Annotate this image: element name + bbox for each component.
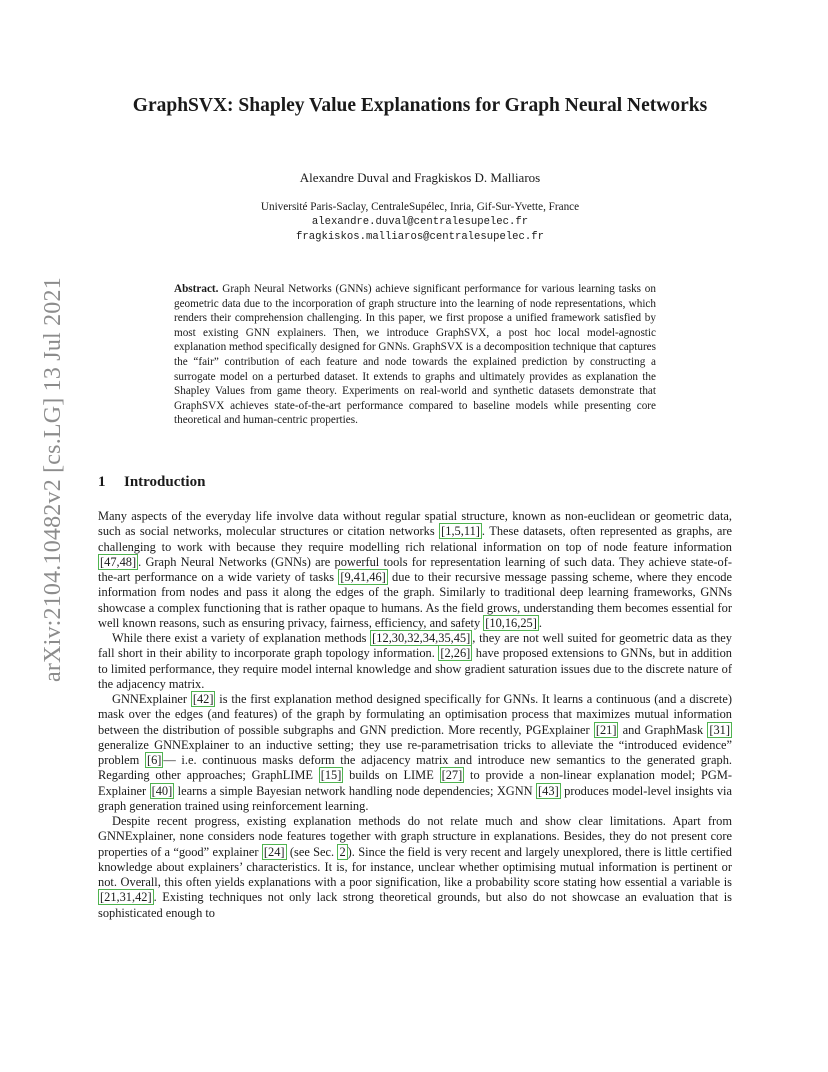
paragraph-text: . Existing techniques not only lack strong theoretical grounds, but also do not showcase an evaluation that is sophisticated enough to — [98, 890, 732, 920]
paragraph-text: Many aspects of the everyday life involve data without regular spatial structure, known as non-euclidean or geometric data, such as social networks, molecular structures or citation networks — [98, 509, 732, 539]
citation-link[interactable]: [42] — [192, 692, 214, 706]
citation-link[interactable]: [47,48] — [100, 554, 137, 569]
paragraph-text: generalize GNNExplainer to an inductive setting; they use re-parametrisation tricks to alleviate the “introduced evidence” problem — [98, 737, 732, 767]
paragraph-text: is the first explanation method designed specifically for GNNs. It learns a continuous (and a discrete) mask over the edges (and features) of the graph by formulating an optimisation process that maximizes mutual information between the distribution of possible subgraphs and GNN prediction. More recently, PGExplainer — [98, 692, 732, 737]
paragraph-text: builds on LIME — [343, 768, 440, 783]
citation-link[interactable]: [21,31,42] — [100, 890, 152, 905]
citation-link[interactable]: [6] — [146, 753, 162, 767]
paper-title: GraphSVX: Shapley Value Explanations for Graph Neural Networks — [132, 95, 708, 116]
citation-link[interactable]: [2,26] — [440, 646, 471, 661]
paragraph — [98, 692, 732, 814]
paragraph-text: GNNExplainer — [112, 692, 191, 706]
paragraph-text: . These datasets, often represented as graphs, are challenging to work with because they require modelling rich relational information on top of node feature information — [98, 524, 732, 554]
paragraph-text: and GraphMask — [618, 722, 708, 737]
email-address[interactable]: fragkiskos.malliaros@centralesupelec.fr — [296, 231, 544, 243]
citation-link[interactable]: [24] — [263, 844, 285, 859]
email-address[interactable]: alexandre.duval@centralesupelec.fr — [311, 216, 529, 228]
citation-link[interactable]: [9,41,46] — [340, 570, 386, 584]
paragraph — [98, 631, 732, 692]
section-title: Introduction — [124, 474, 206, 490]
abstract-label: Abstract. — [174, 283, 219, 295]
paragraph-text: While there exist a variety of explanation methods — [112, 631, 371, 645]
citation-link[interactable]: [43] — [538, 783, 559, 798]
section-heading — [98, 474, 205, 491]
paragraph-text: Despite recent progress, existing explanation methods do not relate much and show clear limitations. Apart from GNNExplainer, none considers node features together with graph structure in explanations. Besides, they do not present core properties of a “good” explainer — [98, 814, 732, 859]
citation-link[interactable]: [15] — [320, 768, 342, 783]
paragraph — [98, 814, 732, 921]
paragraph-text: — i.e. continuous masks deform the adjacency matrix and introduce new semantics to the generated graph. Regarding other approaches; GraphLIME — [98, 753, 733, 783]
section-number: 1 — [98, 474, 106, 490]
paragraph-text: due to their recursive message passing scheme, where they encode information from nodes and pass it along the edges of the graph. Similarly to traditional deep learning frameworks, GNNs showcase a complex functioning that is rather opaque to humans. As the field grows, understanding them becomes essential for well known reasons, such as ensuring privacy, fairness, efficiency, and safety — [98, 570, 732, 630]
citation-link[interactable]: [27] — [441, 768, 463, 783]
paragraph-text: to provide a non-linear explanation model; PGM-Explainer — [98, 768, 732, 798]
paragraph-text: , they are not well suited for geometric data as they fall short in their ability to incorporate graph topology information. — [98, 631, 733, 661]
abstract — [174, 282, 656, 428]
paragraph-text: ). Since the field is very recent and largely unexplored, there is little certified knowledge about explainers’ characteristics. It is, for instance, unclear whether optimising mutual information is pertinent or not. Overall, this often yields explanations with a poor signification, like a probability score stating how essential a variable is — [98, 844, 732, 889]
abstract-text: Graph Neural Networks (GNNs) achieve significant performance for various learning tasks on geometric data due to the incorporation of graph structure into the learning of node representations, which renders their comprehension challenging. In this paper, we first propose a unified framework satisfied by most existing GNN explainers. Then, we introduce GraphSVX, a post hoc local model-agnostic explanation method specifically designed for GNNs. GraphSVX is a decomposition technique that captures the “fair” contribution of each feature and node towards the explained prediction by constructing a surrogate model on a perturbed dataset. It extends to graphs and ultimately provides as explanation the Shapley Values from game theory. Experiments on real-world and synthetic datasets demonstrate that GraphSVX achieves state-of-the-art performance compared to baseline models while presenting core theoretical and human-centric properties. — [174, 283, 656, 427]
affiliation-block — [120, 200, 720, 245]
paragraph-text: learns a simple Bayesian network handling node dependencies; XGNN — [174, 783, 537, 798]
paragraph-text: produces model-level insights via graph generation trained using reinforcement learning. — [98, 783, 732, 813]
arxiv-stamp: arXiv:2104.10482v2 [cs.LG] 13 Jul 2021 — [40, 277, 66, 682]
paragraph-text: have proposed extensions to GNNs, but in addition to limited performance, they require model internal knowledge and show gradient saturation issues due to the discrete nature of the adjacency matrix. — [98, 646, 732, 691]
affiliation: Université Paris-Saclay, CentraleSupélec, Inria, Gif-Sur-Yvette, France — [260, 201, 580, 213]
citation-link[interactable]: [40] — [151, 783, 173, 798]
introduction-body — [98, 509, 732, 921]
paper-authors: Alexandre Duval and Fragkiskos D. Malliaros — [299, 170, 541, 185]
citation-link[interactable]: 2 — [339, 844, 346, 859]
paragraph-text: (see Sec. — [286, 844, 338, 859]
paragraph — [98, 509, 732, 631]
citation-link[interactable]: [1,5,11] — [441, 524, 480, 539]
paragraph-text: . — [538, 615, 542, 630]
paragraph-text: . Graph Neural Networks (GNNs) are powerful tools for representation learning of such data. They achieve state-of-the-art performance on a wide variety of tasks — [98, 554, 732, 584]
citation-link[interactable]: [12,30,32,34,35,45] — [372, 631, 471, 645]
citation-link[interactable]: [31] — [709, 722, 731, 737]
citation-link[interactable]: [21] — [595, 722, 617, 737]
citation-link[interactable]: [10,16,25] — [485, 615, 537, 630]
